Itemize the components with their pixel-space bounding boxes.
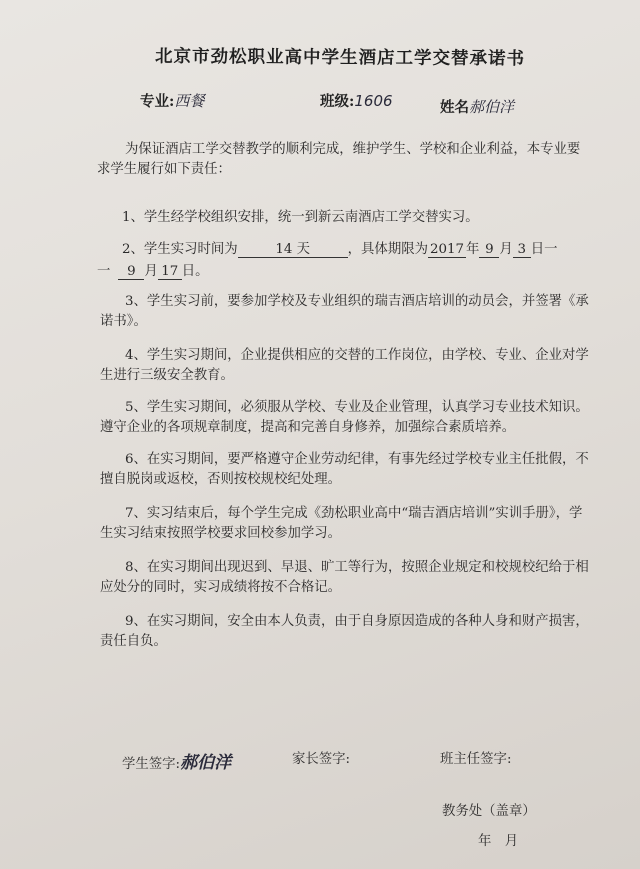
student-signature-label: 学生签字:: [122, 757, 181, 772]
item-2-start-year: 2017: [429, 242, 465, 257]
item-2-mid: ，具体期限为: [347, 242, 428, 257]
item-2-dash: 一: [97, 264, 111, 279]
item-2-start-day: 3: [513, 242, 531, 258]
academic-office-seal: 教务处（盖章）: [442, 804, 536, 819]
item-2-prefix: 2、学生实习时间为: [122, 242, 238, 257]
item-1: 1、学生经学校组织安排，统一到新云南酒店工学交替实习。: [122, 210, 479, 225]
item-2-start-month: 9: [479, 242, 499, 258]
item-2-day-dash: 日一: [530, 242, 558, 257]
class-label: 班级:: [320, 93, 355, 110]
student-signature: [122, 748, 231, 773]
item-9: 9、在实习期间，安全由本人负责，由于自身原因造成的各种人身和财产损害，责任自负。: [100, 614, 589, 649]
name-label: 姓名: [440, 99, 469, 116]
item-3: 3、学生实习前，要参加学校及专业组织的瑞吉酒店培训的动员会，并签署《承诺书》。: [100, 294, 589, 329]
intro-paragraph: 为保证酒店工学交替教学的顺利完成，维护学生、学校和企业利益，本专业要求学生履行如下责任：: [97, 142, 581, 177]
item-5: 5、学生实习期间，必须服从学校、专业及企业管理，认真学习专业技术知识。遵守企业的各项规章制度，提高和完善自身修养，加强综合素质培养。: [100, 400, 589, 435]
item-6: 6、在实习期间，要严格遵守企业劳动纪律，有事先经过学校专业主任批假，不擅自脱岗或返校，否则按校规校纪处理。: [100, 452, 589, 487]
item-7: 7、实习结束后，每个学生完成《劲松职业高中“瑞吉酒店培训”实训手册》，学生实习结束按照学校要求回校参加学习。: [100, 506, 583, 541]
item-2-month-char-2: 月: [144, 264, 158, 279]
item-2-day-end: 日。: [181, 264, 209, 279]
major-handwritten: 西餐: [174, 92, 205, 110]
teacher-signature-label: 班主任签字:: [440, 752, 512, 767]
item-2-end-day: 17: [158, 264, 182, 280]
class-field: [320, 90, 393, 111]
item-2-year-char: 年: [466, 242, 480, 257]
name-handwritten: 郝伯洋: [469, 98, 515, 116]
date-line: 年 月: [478, 834, 519, 849]
student-signature-handwritten: 郝伯洋: [180, 753, 232, 773]
item-2-line-2: [97, 260, 209, 280]
item-2-end-month: 9: [118, 264, 144, 280]
item-8: 8、在实习期间出现迟到、早退、旷工等行为，按照企业规定和校规校纪给于相应处分的同时，实习成绩将按不合格记。: [100, 560, 589, 595]
document-title: 北京市劲松职业高中学生酒店工学交替承诺书: [154, 46, 526, 70]
item-2-month-char: 月: [499, 242, 513, 257]
major-label: 专业:: [140, 93, 175, 110]
item-2-days: 14 天: [238, 238, 348, 258]
name-field: [440, 96, 514, 117]
item-2-line-1: [122, 238, 558, 258]
class-handwritten: 1606: [354, 92, 393, 110]
parent-signature-label: 家长签字:: [292, 752, 351, 767]
item-4: 4、学生实习期间，企业提供相应的交替的工作岗位，由学校、专业、企业对学生进行三级安全教育。: [100, 348, 589, 383]
major-field: [140, 90, 204, 111]
